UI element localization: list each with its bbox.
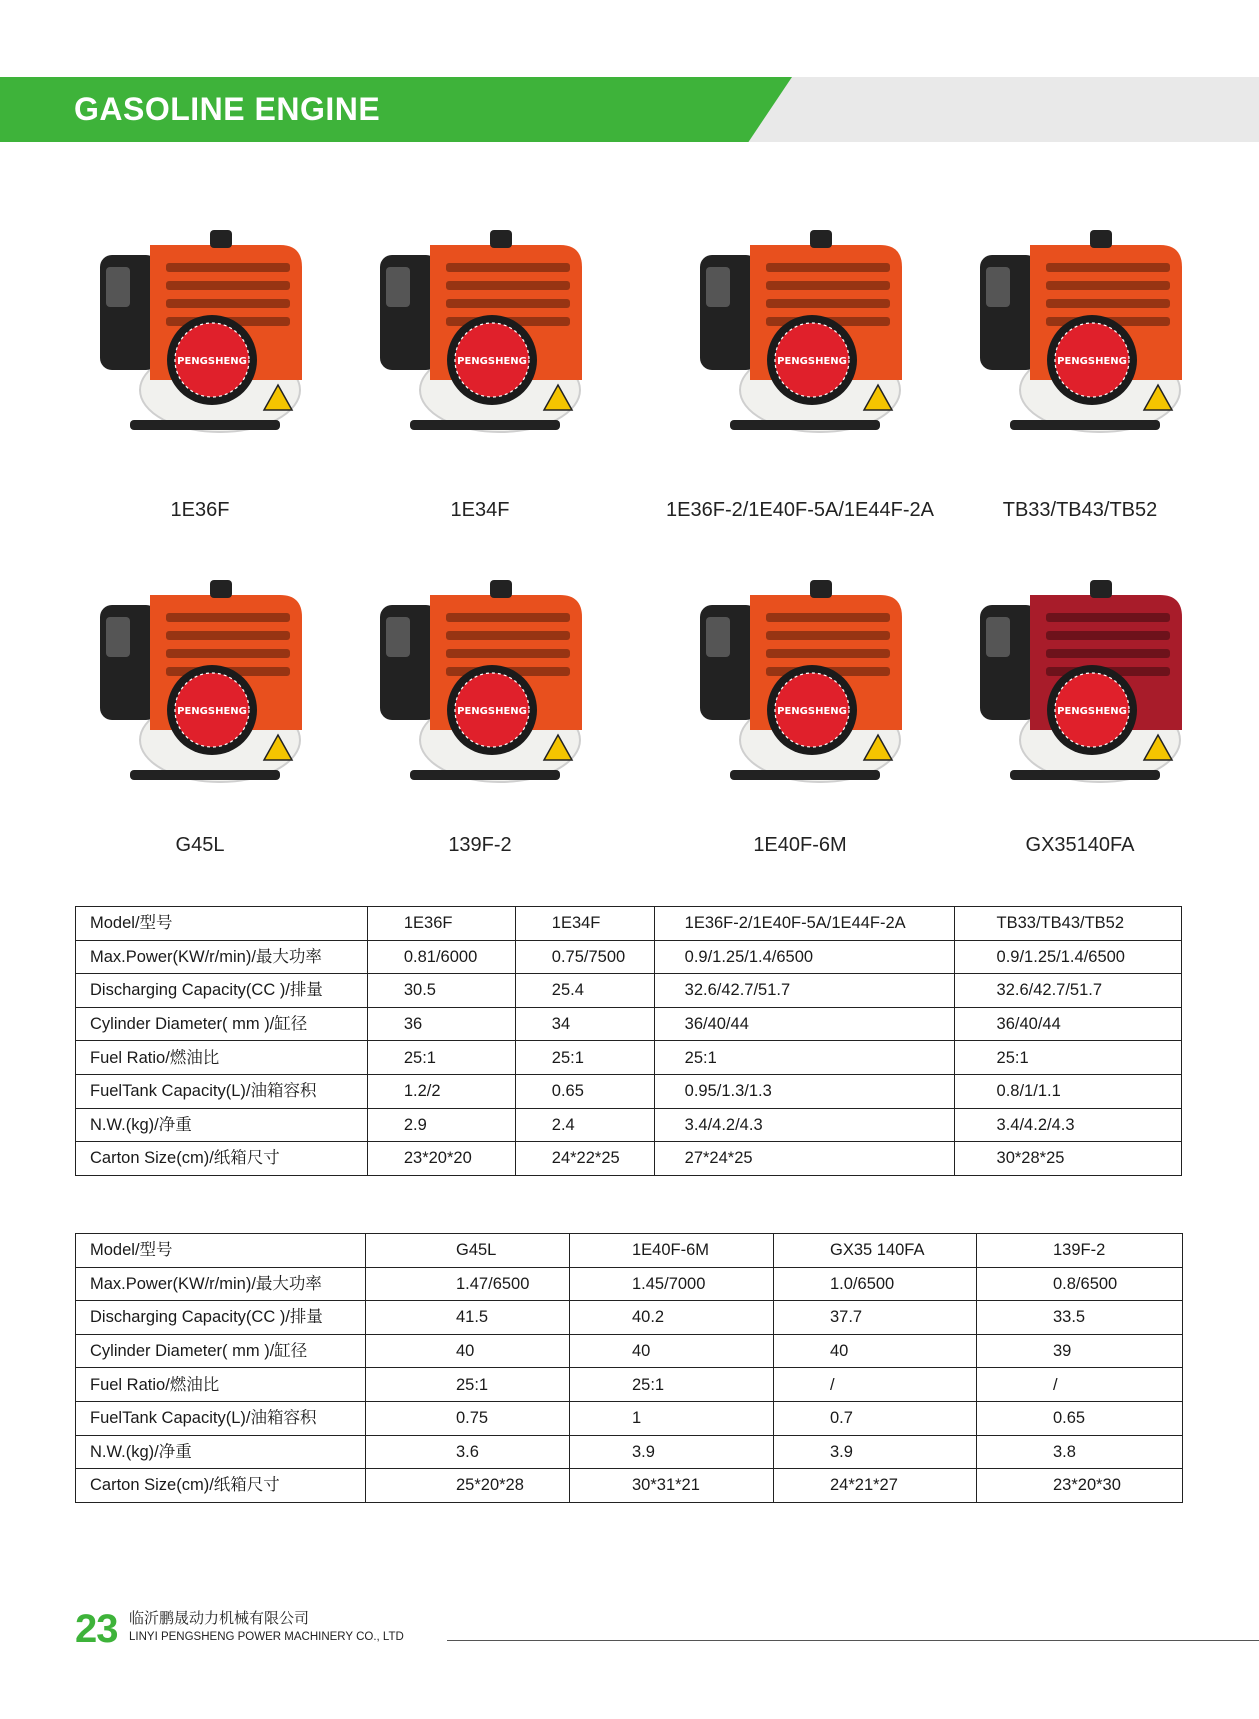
company-name-en: LINYI PENGSHENG POWER MACHINERY CO., LTD (129, 1631, 404, 1643)
product-model-label: 1E34F (450, 499, 510, 521)
table-row (76, 1267, 1183, 1301)
page-number: 23 (75, 1607, 118, 1651)
value-cell: 3.4/4.2/4.3 (954, 1108, 1181, 1142)
value-cell: 1E36F (367, 907, 515, 941)
row-label-cell: Fuel Ratio/燃油比 (76, 1041, 368, 1075)
value-cell: 32.6/42.7/51.7 (954, 974, 1181, 1008)
value-cell: G45L (366, 1234, 570, 1268)
value-cell: 1E34F (515, 907, 654, 941)
table-row (76, 1234, 1183, 1268)
value-cell: 36/40/44 (654, 1007, 954, 1041)
value-cell: 40 (774, 1334, 977, 1368)
value-cell: 0.7 (774, 1401, 977, 1435)
value-cell: 25:1 (366, 1368, 570, 1402)
value-cell: 3.9 (774, 1435, 977, 1469)
value-cell: 25:1 (570, 1368, 774, 1402)
engine-photo (350, 215, 610, 455)
engine-photo (670, 565, 930, 805)
row-label-cell: Discharging Capacity(CC )/排量 (76, 974, 368, 1008)
brand-badge-text: PENGSHENG (177, 706, 247, 717)
value-cell: 24*22*25 (515, 1142, 654, 1176)
engine-photo (70, 565, 330, 805)
value-cell: 1.45/7000 (570, 1267, 774, 1301)
value-cell: TB33/TB43/TB52 (954, 907, 1181, 941)
table-row (76, 1108, 1182, 1142)
table-row (76, 974, 1182, 1008)
value-cell: 30*28*25 (954, 1142, 1181, 1176)
value-cell: 39 (977, 1334, 1183, 1368)
value-cell: 0.9/1.25/1.4/6500 (654, 940, 954, 974)
value-cell: 40 (366, 1334, 570, 1368)
row-label-cell: Max.Power(KW/r/min)/最大功率 (76, 1267, 366, 1301)
value-cell: 27*24*25 (654, 1142, 954, 1176)
table-row (76, 1074, 1182, 1108)
table-row (76, 1041, 1182, 1075)
product-model-label: TB33/TB43/TB52 (1002, 499, 1158, 521)
engine-photo (950, 215, 1210, 455)
value-cell: 0.9/1.25/1.4/6500 (954, 940, 1181, 974)
table-row (76, 1301, 1183, 1335)
table-row (76, 940, 1182, 974)
product-model-label: 1E36F (170, 499, 230, 521)
value-cell: 40 (570, 1334, 774, 1368)
value-cell: 1.0/6500 (774, 1267, 977, 1301)
table-row (76, 1368, 1183, 1402)
product-model-label: GX35140FA (1025, 834, 1135, 856)
spec-table-2 (75, 1233, 1183, 1503)
row-label-cell: Carton Size(cm)/纸箱尺寸 (76, 1142, 368, 1176)
product-model-label: G45L (175, 834, 225, 856)
value-cell: / (977, 1368, 1183, 1402)
brand-badge-text: PENGSHENG (777, 706, 847, 717)
table-row (76, 907, 1182, 941)
row-label-cell: Cylinder Diameter( mm )/缸径 (76, 1007, 368, 1041)
value-cell: 33.5 (977, 1301, 1183, 1335)
value-cell: 0.8/6500 (977, 1267, 1183, 1301)
value-cell: / (774, 1368, 977, 1402)
value-cell: 36/40/44 (954, 1007, 1181, 1041)
value-cell: 25:1 (367, 1041, 515, 1075)
value-cell: 3.4/4.2/4.3 (654, 1108, 954, 1142)
brand-badge-text: PENGSHENG (457, 706, 527, 717)
value-cell: GX35 140FA (774, 1234, 977, 1268)
value-cell: 0.75/7500 (515, 940, 654, 974)
value-cell: 23*20*30 (977, 1469, 1183, 1503)
value-cell: 1.47/6500 (366, 1267, 570, 1301)
row-label-cell: Carton Size(cm)/纸箱尺寸 (76, 1469, 366, 1503)
product-model-label: 1E36F-2/1E40F-5A/1E44F-2A (666, 499, 934, 521)
header-banner (0, 77, 1259, 142)
value-cell: 1.2/2 (367, 1074, 515, 1108)
table-row (76, 1142, 1182, 1176)
engine-photo (70, 215, 330, 455)
value-cell: 3.8 (977, 1435, 1183, 1469)
value-cell: 25:1 (654, 1041, 954, 1075)
row-label-cell: Cylinder Diameter( mm )/缸径 (76, 1334, 366, 1368)
value-cell: 0.8/1/1.1 (954, 1074, 1181, 1108)
value-cell: 30.5 (367, 974, 515, 1008)
spec-table-1 (75, 906, 1182, 1176)
value-cell: 32.6/42.7/51.7 (654, 974, 954, 1008)
value-cell: 37.7 (774, 1301, 977, 1335)
table-row (76, 1007, 1182, 1041)
brand-badge-text: PENGSHENG (177, 356, 247, 367)
value-cell: 25.4 (515, 974, 654, 1008)
value-cell: 1E40F-6M (570, 1234, 774, 1268)
value-cell: 1 (570, 1401, 774, 1435)
engine-photo (950, 565, 1210, 805)
value-cell: 0.81/6000 (367, 940, 515, 974)
row-label-cell: FuelTank Capacity(L)/油箱容积 (76, 1074, 368, 1108)
engine-photo (670, 215, 930, 455)
product-model-label: 1E40F-6M (753, 834, 847, 856)
value-cell: 0.65 (515, 1074, 654, 1108)
brand-badge-text: PENGSHENG (1057, 356, 1127, 367)
value-cell: 2.9 (367, 1108, 515, 1142)
value-cell: 25:1 (954, 1041, 1181, 1075)
row-label-cell: N.W.(kg)/净重 (76, 1108, 368, 1142)
value-cell: 40.2 (570, 1301, 774, 1335)
value-cell: 0.65 (977, 1401, 1183, 1435)
row-label-cell: Fuel Ratio/燃油比 (76, 1368, 366, 1402)
footer-divider (447, 1640, 1259, 1641)
table-row (76, 1334, 1183, 1368)
table-row (76, 1435, 1183, 1469)
value-cell: 0.95/1.3/1.3 (654, 1074, 954, 1108)
row-label-cell: Max.Power(KW/r/min)/最大功率 (76, 940, 368, 974)
table-row (76, 1469, 1183, 1503)
brand-badge-text: PENGSHENG (777, 356, 847, 367)
page-title: GASOLINE ENGINE (74, 91, 381, 127)
row-label-cell: Model/型号 (76, 907, 368, 941)
value-cell: 24*21*27 (774, 1469, 977, 1503)
product-model-label: 139F-2 (448, 834, 512, 856)
value-cell: 41.5 (366, 1301, 570, 1335)
table-row (76, 1401, 1183, 1435)
value-cell: 30*31*21 (570, 1469, 774, 1503)
value-cell: 1E36F-2/1E40F-5A/1E44F-2A (654, 907, 954, 941)
company-name-cn: 临沂鹏晟动力机械有限公司 (129, 1610, 310, 1627)
row-label-cell: Discharging Capacity(CC )/排量 (76, 1301, 366, 1335)
value-cell: 36 (367, 1007, 515, 1041)
value-cell: 23*20*20 (367, 1142, 515, 1176)
value-cell: 3.6 (366, 1435, 570, 1469)
brand-badge-text: PENGSHENG (1057, 706, 1127, 717)
value-cell: 25:1 (515, 1041, 654, 1075)
row-label-cell: Model/型号 (76, 1234, 366, 1268)
value-cell: 0.75 (366, 1401, 570, 1435)
value-cell: 3.9 (570, 1435, 774, 1469)
engine-photo (350, 565, 610, 805)
value-cell: 2.4 (515, 1108, 654, 1142)
value-cell: 25*20*28 (366, 1469, 570, 1503)
brand-badge-text: PENGSHENG (457, 356, 527, 367)
row-label-cell: FuelTank Capacity(L)/油箱容积 (76, 1401, 366, 1435)
value-cell: 34 (515, 1007, 654, 1041)
value-cell: 139F-2 (977, 1234, 1183, 1268)
row-label-cell: N.W.(kg)/净重 (76, 1435, 366, 1469)
